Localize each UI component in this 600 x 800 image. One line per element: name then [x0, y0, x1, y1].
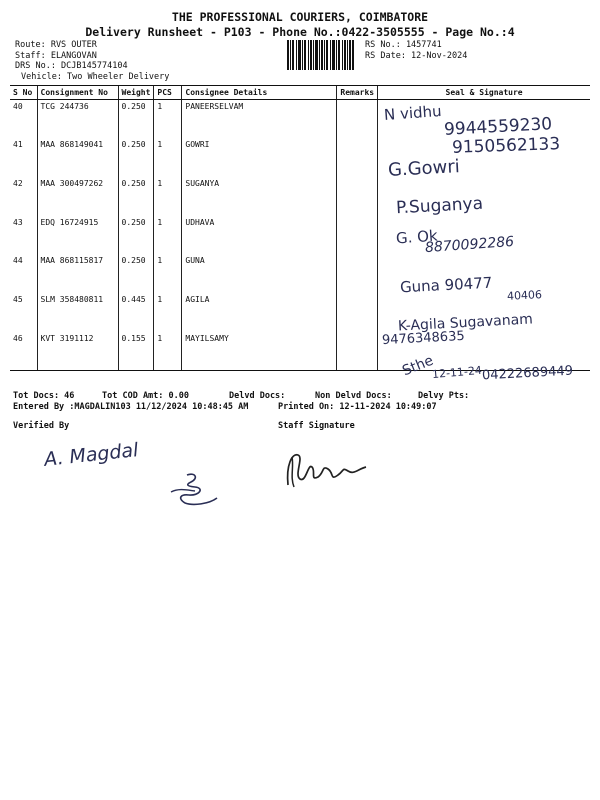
cell-consignment: MAA 300497262 [37, 177, 118, 216]
cell-consignee: AGILA [182, 293, 337, 332]
date-mayilsamy: 12-11-24 [431, 363, 483, 382]
rs-number: RS No.: 1457741 [365, 40, 442, 50]
cell-sno: 41 [13, 140, 23, 150]
cell-consignee: UDHAVA [182, 216, 337, 255]
phone-mayilsamy: 04222689449 [481, 363, 574, 384]
cell-pcs: 1 [154, 100, 182, 139]
cell-consignee: GOWRI [182, 138, 337, 177]
col-header-remarks: Remarks [337, 86, 378, 100]
route-meta [15, 40, 169, 82]
entered-by: Entered By :MAGDALIN103 11/12/2024 10:48:45 AM [13, 402, 249, 412]
staff-signature-label: Staff Signature [278, 421, 355, 431]
cell-sno: 44 [13, 256, 23, 266]
initials-scribble [165, 470, 225, 510]
cell-weight: 0.250 [118, 138, 154, 177]
cell-pcs: 1 [154, 138, 182, 177]
phone-gowri: 9150562133 [451, 134, 561, 158]
phone-guna-extra: 40406 [506, 288, 543, 303]
cell-remarks [337, 332, 378, 371]
cell-remarks [337, 177, 378, 216]
signature-agila: K-Agila Sugavanam [397, 311, 534, 335]
tot-docs: Tot Docs: 46 [13, 391, 75, 401]
table-row [10, 177, 590, 216]
signature-suganya: P.Suganya [395, 193, 484, 219]
phone-udhava: 8870092286 [424, 233, 515, 257]
signature-paneerselvam: N vidhu [383, 102, 443, 124]
cell-consignee: SUGANYA [182, 177, 337, 216]
cell-pcs: 1 [154, 332, 182, 371]
signature-mayilsamy: Sthe [400, 352, 436, 380]
col-header-consignment: Consignment No [37, 86, 118, 100]
vehicle: Vehicle: Two Wheeler Delivery [21, 71, 170, 82]
staff: Staff: ELANGOVAN [15, 50, 97, 61]
cell-weight: 0.250 [118, 216, 154, 255]
delivered-docs: Delvd Docs: [229, 391, 286, 401]
route: Route: RVS OUTER [15, 40, 97, 50]
cell-sno: 40 [13, 102, 23, 111]
cell-weight: 0.250 [118, 100, 154, 139]
cell-weight: 0.250 [118, 177, 154, 216]
rs-meta [365, 40, 467, 61]
col-header-consignee: Consignee Details [182, 86, 337, 100]
delivery-points: Delvy Pts: [418, 391, 470, 401]
cell-consignment: SLM 358480811 [37, 293, 118, 332]
runsheet-subtitle: Delivery Runsheet - P103 - Phone No.:0422-3505555 - Page No.:4 [85, 25, 515, 39]
cell-consignee: MAYILSAMY [182, 332, 337, 371]
staff-signature [282, 445, 372, 495]
cell-consignee: GUNA [182, 254, 337, 293]
cell-consignment: EDQ 16724915 [37, 216, 118, 255]
cell-remarks [337, 138, 378, 177]
signature-guna: Guna 90477 [399, 273, 493, 297]
rs-date: RS Date: 12-Nov-2024 [365, 50, 468, 61]
col-header-weight: Weight [118, 86, 154, 100]
cell-consignment: MAA 868115817 [37, 254, 118, 293]
tot-cod-amount: Tot COD Amt: 0.00 [102, 391, 189, 401]
phone-agila: 9476348635 [381, 328, 466, 349]
signature-udhava: G. Ok [395, 226, 439, 248]
cell-consignment: MAA 868149041 [37, 138, 118, 177]
cell-sno: 42 [13, 178, 23, 188]
cell-sno: 43 [13, 217, 23, 227]
cell-pcs: 1 [154, 177, 182, 216]
cell-remarks [337, 293, 378, 332]
col-header-sno: S No [10, 86, 37, 100]
cell-weight: 0.155 [118, 332, 154, 371]
col-header-pcs: PCS [154, 86, 182, 100]
cell-pcs: 1 [154, 254, 182, 293]
col-header-signature: Seal & Signature [378, 86, 590, 100]
cell-weight: 0.250 [118, 254, 154, 293]
drs-number: DRS No.: DCJB145774104 [15, 61, 128, 71]
cell-weight: 0.445 [118, 293, 154, 332]
cell-sno: 45 [13, 294, 23, 304]
cell-remarks [337, 216, 378, 255]
company-title: THE PROFESSIONAL COURIERS, COIMBATORE [171, 10, 429, 24]
phone-paneerselvam: 9944559230 [443, 114, 553, 140]
cell-consignment: TCG 244736 [37, 100, 118, 139]
verifier-signature: A. Magdal [43, 439, 140, 471]
cell-remarks [337, 254, 378, 293]
non-delivered-docs: Non Delvd Docs: [315, 391, 392, 401]
cell-consignee: PANEERSELVAM [182, 100, 337, 139]
table-row [10, 332, 590, 371]
printed-on: Printed On: 12-11-2024 10:49:07 [278, 402, 437, 412]
signature-gowri: G.Gowri [387, 156, 461, 181]
verified-by-label: Verified By [13, 421, 70, 431]
barcode [287, 40, 354, 70]
cell-pcs: 1 [154, 216, 182, 255]
table-row [10, 254, 590, 293]
table-header-row [10, 86, 590, 100]
cell-remarks [337, 100, 378, 139]
cell-consignment: KVT 3191112 [37, 332, 118, 371]
cell-pcs: 1 [154, 293, 182, 332]
cell-sno: 46 [10, 332, 37, 371]
